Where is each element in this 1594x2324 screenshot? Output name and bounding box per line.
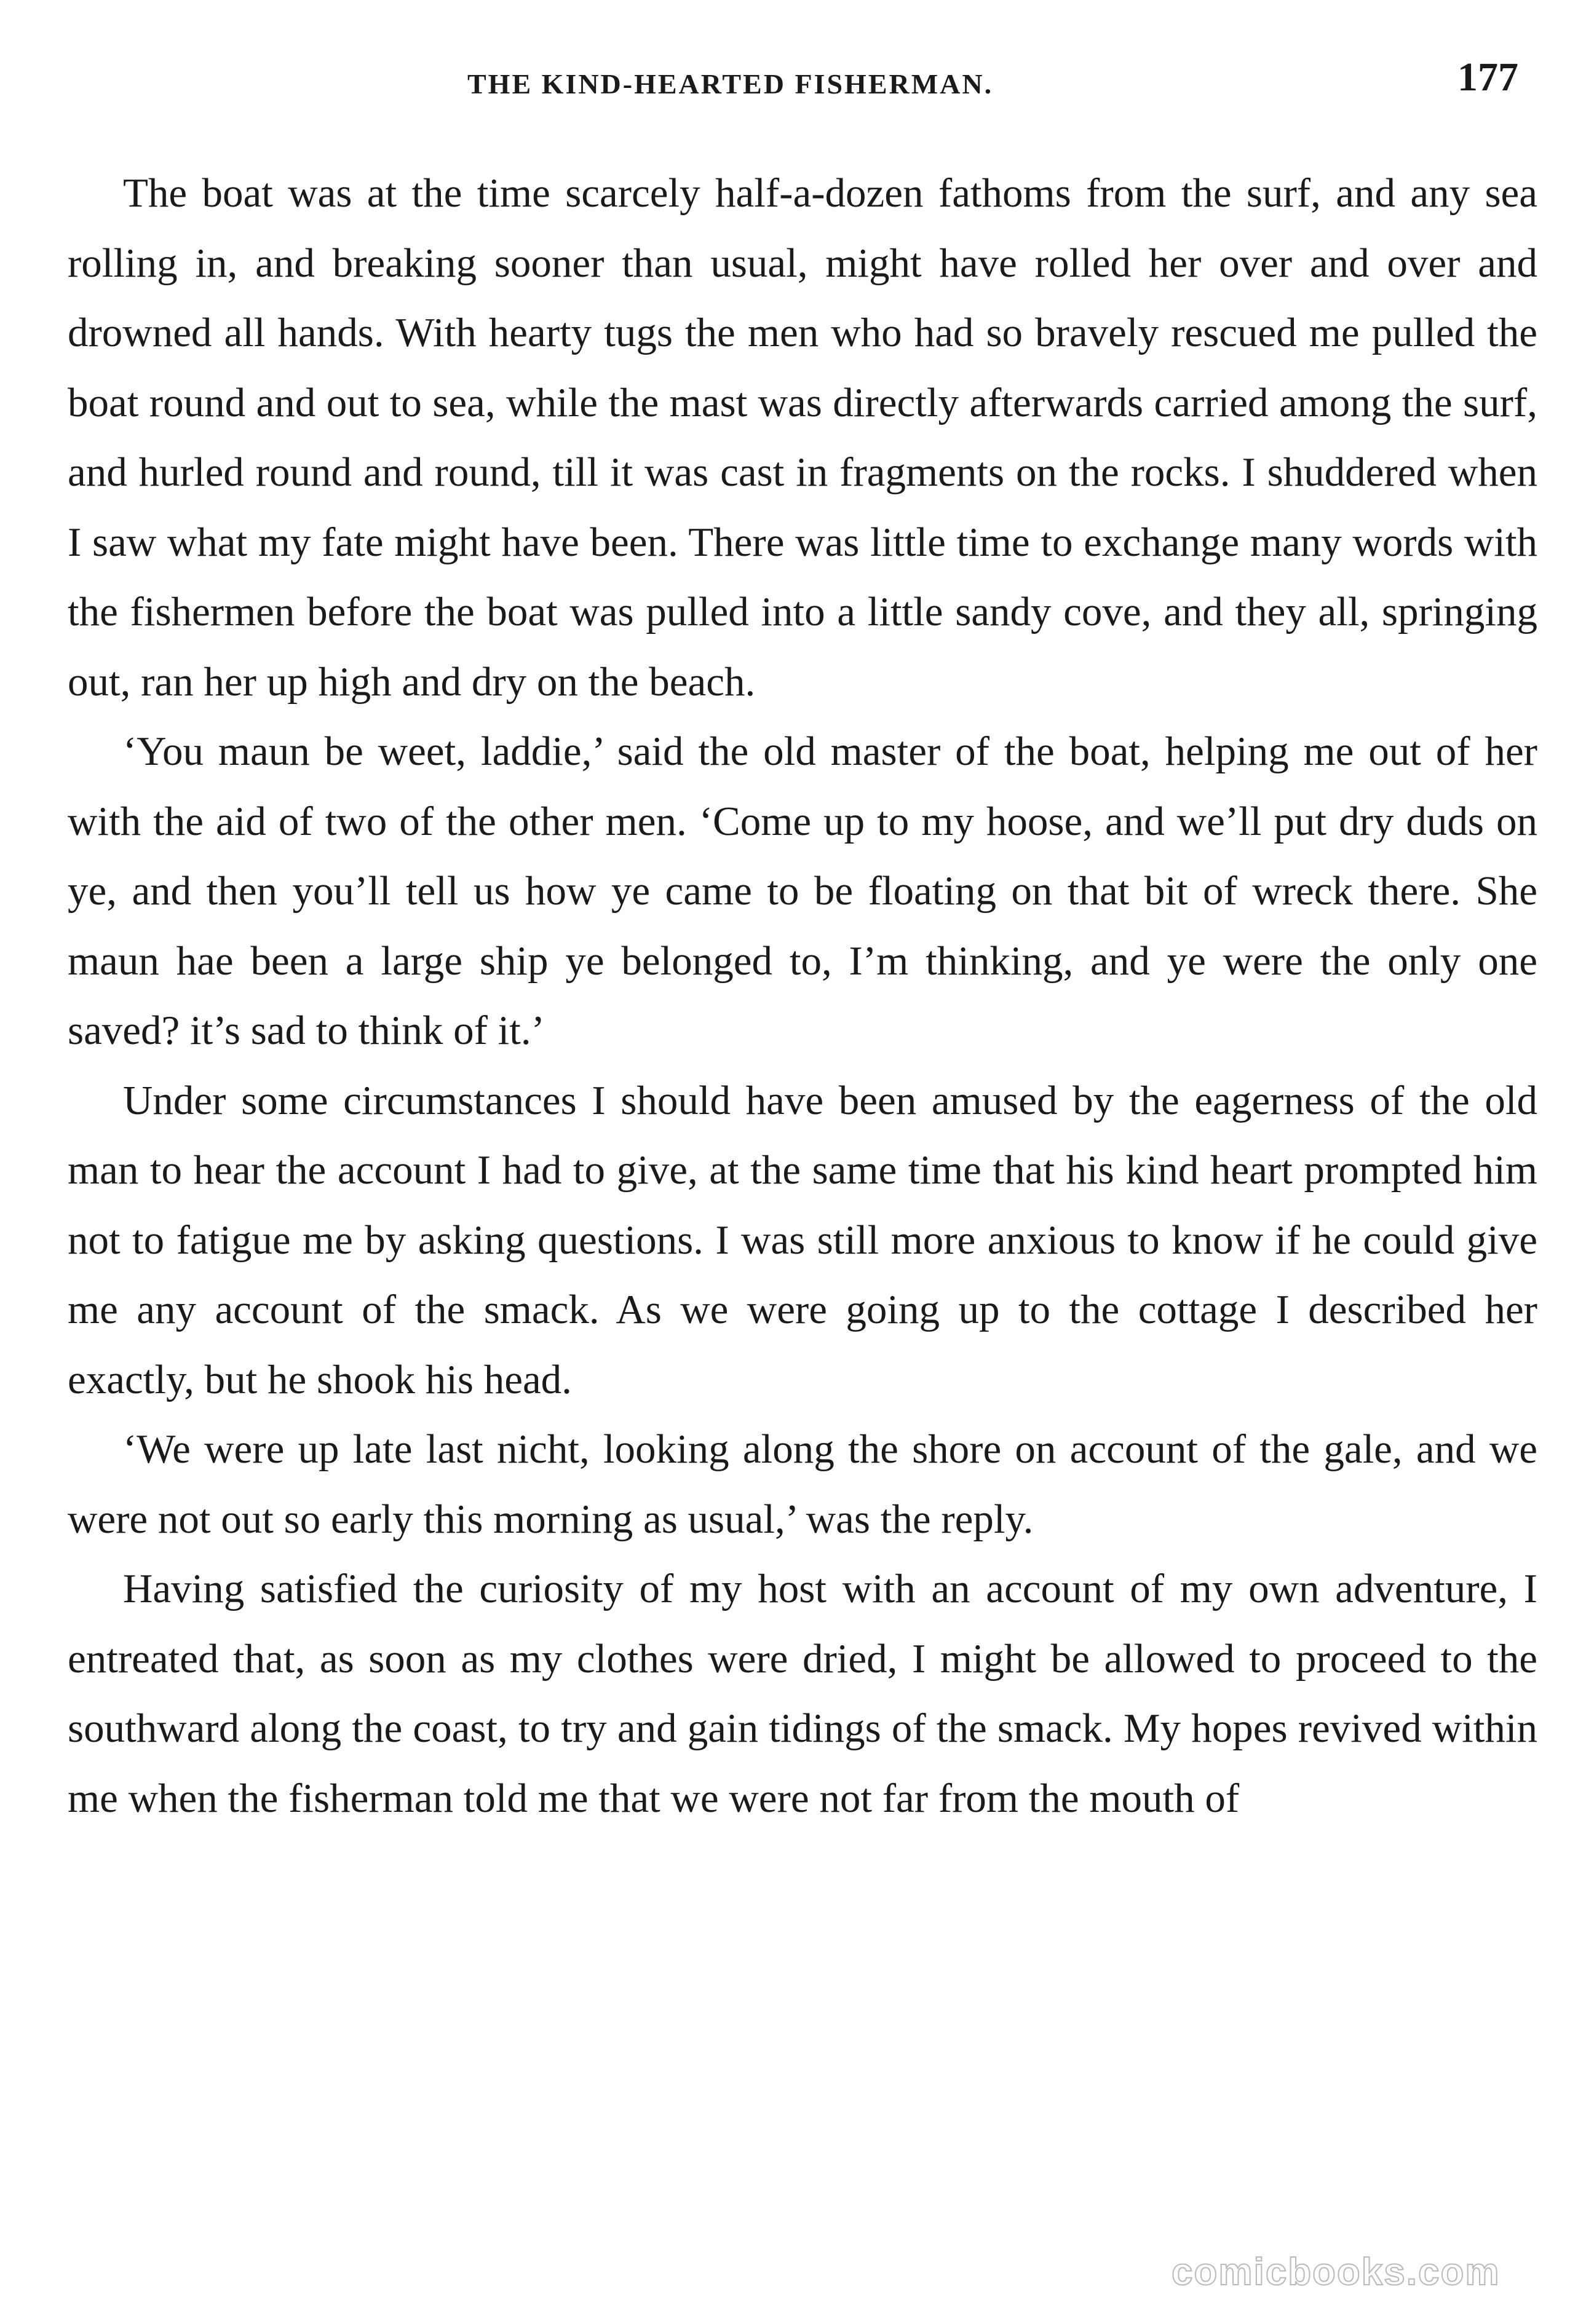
body-text [68,159,1537,1833]
watermark: comicbooks.com [1172,2251,1501,2293]
paragraph-1: The boat was at the time scarcely half-a-dozen fathoms from the surf, and any sea rolling in, and breaking sooner than usual, might have rolled her over and over and drowned all hands. With hearty tugs the men who had so bravely rescued me pulled the boat round and out to sea, while the mast was directly afterwards carried among the surf, and hurled round and round, till it was cast in fragments on the rocks. I shuddered when I saw what my fate might have been. There was little time to exchange many words with the fishermen before the boat was pulled into a little sandy cove, and they all, springing out, ran her up high and dry on the beach. [68,170,1537,705]
paragraph-2: ‘You maun be weet, laddie,’ said the old master of the boat, helping me out of her with the aid of two of the other men. ‘Come up to my hoose, and we’ll put dry duds on ye, and then you’ll tell us how ye came to be floating on that bit of wreck there. She maun hae been a large ship ye belonged to, I’m thinking, and ye were the only one saved? it’s sad to think of it.’ [68,729,1537,1053]
paragraph-3: Under some circumstances I should have been amused by the eagerness of the old man to hear the account I had to give, at the same time that his kind heart prompted him not to fatigue me by asking questions. I was still more anxious to know if he could give me any account of the smack. As we were going up to the cottage I described her exactly, but he shook his head. [68,1077,1537,1402]
page-number: 177 [1457,55,1518,100]
paragraph-4: ‘We were up late last nicht, looking along the shore on account of the gale, and we were not out so early this morning as usual,’ was the reply. [68,1426,1537,1542]
paragraph-5: Having satisfied the curiosity of my host with an account of my own adventure, I entreated that, as soon as my clothes were dried, I might be allowed to proceed to the southward along the coast, to try and gain tidings of the smack. My hopes revived within me when the fisherman told me that we were not far from the mouth of [68,1566,1537,1821]
running-title: THE KIND-HEARTED FISHERMAN. [467,68,994,100]
running-head [0,54,1594,109]
